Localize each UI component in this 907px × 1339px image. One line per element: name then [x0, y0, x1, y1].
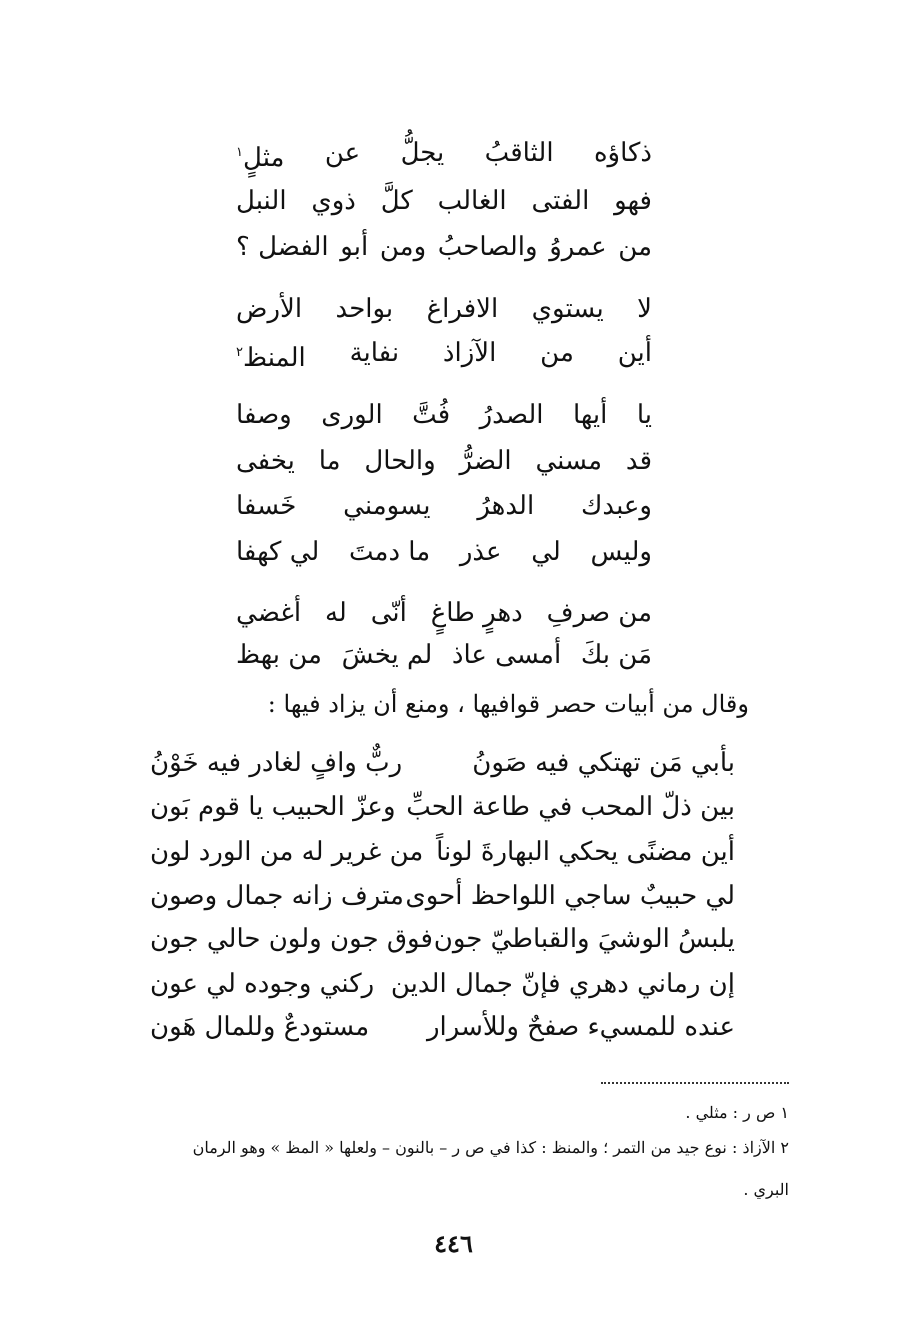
word: الدهرُ — [477, 491, 535, 521]
word: الافراغ — [426, 294, 499, 324]
word: من بهظ — [236, 640, 322, 670]
page-number: ٤٤٦ — [434, 1229, 473, 1258]
footnote-2-continuation: البري . — [743, 1180, 789, 1199]
poem2-line-5 — [150, 922, 735, 956]
poem1-line-6 — [236, 398, 652, 432]
poem2-line-7 — [150, 1010, 735, 1044]
word: من صرفِ — [546, 598, 652, 628]
poem2-line-2 — [150, 790, 735, 824]
word: مثلٍ — [243, 142, 285, 173]
footnote-2: ٢ الآزاذ : نوع جيد من التمر ؛ والمنظ : كذا في ص ر – بالنون – ولعلها « المظ » وهو الرمان — [192, 1138, 789, 1157]
word: ما — [318, 446, 341, 476]
word: خَسفا — [236, 491, 297, 521]
word: وليس — [590, 537, 652, 567]
poem1-line-10 — [236, 596, 652, 630]
word: ذكاؤه — [593, 138, 652, 168]
hemistich: فوق جون ولون حالي جون — [150, 924, 433, 954]
poem1-line-8 — [236, 489, 652, 523]
word: المنظ — [243, 342, 306, 373]
word: الأرض — [236, 294, 303, 324]
footnote-1: ١ ص ر : مثلي . — [685, 1103, 789, 1122]
word: ومن — [379, 232, 427, 262]
word: لي — [531, 537, 561, 567]
word: كلَّ — [380, 186, 413, 216]
word: الغالب — [437, 186, 507, 216]
hemistich: بأبي مَن تهتكي فيه صَونُ — [472, 748, 735, 778]
word: لم يخشَ — [341, 640, 433, 670]
word: الصدرُ — [479, 400, 544, 430]
footnote-mark: ٢ — [236, 345, 244, 360]
poem1-line-9 — [236, 535, 652, 569]
word: أمسى عاذ — [451, 640, 562, 670]
hemistich: بين ذلّ المحب في طاعة الحبِّ — [406, 792, 735, 822]
word: أين — [617, 338, 652, 368]
word: فُتَّ — [412, 400, 451, 430]
word: الثاقبُ — [484, 138, 554, 168]
word: لا — [637, 294, 652, 324]
poem1-line-1 — [236, 136, 652, 175]
word: لي كهفا — [236, 537, 320, 567]
hemistich: ركني وجوده لي عون — [150, 969, 375, 999]
word: له — [324, 598, 347, 628]
poem1-line-7 — [236, 444, 652, 478]
word: بواحد — [335, 294, 394, 324]
word: قد — [625, 446, 652, 476]
poem1-line-4 — [236, 292, 652, 326]
poem2-line-6 — [150, 967, 735, 1001]
hemistich: يلبسُ الوشيَ والقباطيّ جون — [433, 924, 735, 954]
hemistich: مترف زانه جمال وصون — [150, 881, 404, 911]
word: من — [618, 232, 652, 262]
word: أغضي — [236, 598, 302, 628]
poem1-line-3 — [236, 230, 652, 264]
word: أنّى — [370, 598, 407, 628]
word: الضرُّ — [459, 446, 512, 476]
word: والصاحبُ — [437, 232, 538, 262]
word: الفضل ؟ — [236, 232, 329, 262]
word: أيها — [572, 400, 608, 430]
footnote-separator — [601, 1082, 789, 1084]
word: يسومني — [343, 491, 431, 521]
poem1-line-11 — [236, 638, 652, 672]
word: ما دمتَ — [348, 537, 431, 567]
word: مسني — [535, 446, 603, 476]
word: الورى — [321, 400, 383, 430]
word: من — [540, 338, 574, 368]
poem2-line-1 — [150, 746, 735, 780]
word: يستوي — [531, 294, 604, 324]
word: وعبدك — [581, 491, 652, 521]
hemistich: لي حبيبٌ ساجي اللواحظ أحوى — [405, 881, 735, 911]
word: يجلُّ — [400, 138, 445, 168]
word: مَن بكَ — [580, 640, 652, 670]
hemistich: وعزّ الحبيب يا قوم بَون — [150, 792, 396, 822]
poem2-line-4 — [150, 879, 735, 913]
word: أبو — [340, 232, 369, 262]
word: والحال — [364, 446, 436, 476]
word: يا — [636, 400, 652, 430]
hemistich: إن رماني دهري فإنّ جمال الدين — [390, 969, 735, 999]
hemistich: عنده للمسيء صفحٌ وللأسرار — [427, 1012, 735, 1042]
word: يخفى — [236, 446, 295, 476]
word: عذر — [459, 537, 502, 567]
word: النبل — [236, 186, 287, 216]
word: نفاية — [349, 338, 400, 368]
word: الفتى — [531, 186, 590, 216]
word: دهرٍ طاغٍ — [430, 598, 523, 628]
word: فهو — [614, 186, 652, 216]
word: الآزاذ — [442, 338, 497, 368]
footnote-mark: ١ — [236, 145, 243, 160]
hemistich: ربٌّ وافٍ لغادر فيه خَوْنُ — [150, 748, 403, 778]
hemistich: مستودعٌ وللمال هَون — [150, 1012, 370, 1042]
hemistich: أين مضنًى يحكي البهارةَ لوناً — [436, 837, 735, 867]
poem2-line-3 — [150, 835, 735, 869]
word: ذوي — [311, 186, 356, 216]
word: عمروُ — [549, 232, 607, 262]
poem1-line-5 — [236, 336, 652, 375]
intro-text: وقال من أبيات حصر قوافيها ، ومنع أن يزاد فيها : — [267, 690, 749, 718]
word: عن — [324, 138, 361, 168]
hemistich: من غرير له من الورد لون — [150, 837, 424, 867]
poem1-line-2 — [236, 184, 652, 218]
word: وصفا — [236, 400, 292, 430]
